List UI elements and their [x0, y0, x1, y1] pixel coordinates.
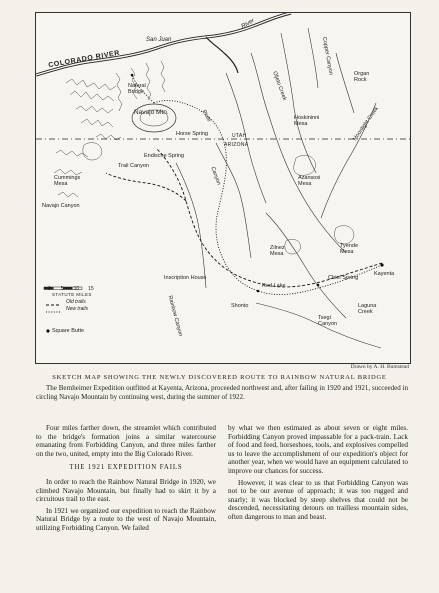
label-cummings-mesa: Cummings Mesa: [54, 175, 81, 187]
label-tsegi-canyon: Tsegi Canyon: [318, 315, 337, 327]
scale-title: STATUTE MILES: [52, 292, 92, 297]
map-legend: [42, 285, 94, 312]
old-trail: [156, 148, 382, 287]
label-colorado-river: COLORADO RIVER: [47, 49, 121, 70]
paragraph: by what we then estimated as about seven or eight miles. Forbidding Canyon proved impassable for a pack-train. Lack of food and feed, horseshoes, tools, and explosives compelled us to leave the accomplishment of our expedition's object for another year, when we would have an equipment calculated to improve our chances for success.: [228, 424, 408, 475]
label-kayenta: Kayenta: [374, 271, 395, 277]
paragraph: In 1921 we organized our expedition to reach the Rainbow Natural Bridge by a route to the west of Navajo Mountain, utilizing Forbidding Canyon. We failed: [36, 506, 216, 532]
label-horse-spring: Horse Spring: [176, 131, 209, 137]
label-piute: Piute: [200, 109, 213, 123]
new-trail: [154, 101, 382, 295]
label-navajo-mtn: Navajo Mtn.: [134, 109, 169, 116]
label-copper-canyon: Copper Canyon: [320, 36, 334, 76]
label-laguna-creek: Laguna Creek: [358, 303, 377, 315]
article-column-right: [228, 424, 408, 525]
label-chief-spring: Chief Spring: [328, 275, 359, 281]
paragraph: Four miles farther down, the streamlet which contributed to the bridge's formation joins a similar watercourse emanating from Forbidding Canyon, and three miles farther on the two, united, empty into the Big Colorado River.: [36, 424, 216, 458]
label-navajo-canyon: Navajo Canyon: [42, 203, 80, 209]
label-natural-bridge: Natural Bridge: [128, 83, 146, 95]
sketch-map: [35, 12, 411, 364]
label-red-lake: Red Lake: [262, 283, 286, 289]
scale-tick-10: 10: [73, 285, 80, 292]
label-arizona: ARIZONA: [224, 142, 249, 148]
label-tyende-mesa: Tyende Mesa: [340, 243, 359, 255]
label-moonlight-creek: Moonlight Creek: [352, 105, 380, 143]
scale-tick-0: 0: [48, 285, 51, 292]
legend-new-trails: New trails: [66, 305, 88, 312]
label-oljeto-creek: Oljeto Creek: [271, 70, 288, 102]
map-credit: Drawn by A. H. Bumstead: [350, 364, 409, 370]
label-inscription-house: Inscription House: [164, 275, 207, 281]
settlements: [46, 74, 383, 333]
label-trail-canyon: Trail Canyon: [118, 163, 149, 169]
section-heading: THE 1921 EXPEDITION FAILS: [69, 464, 183, 472]
paragraph: In order to reach the Rainbow Natural Bridge in 1920, we climbed Navajo Mountain, but finally had to skirt it by a circuitous trail to the east.: [36, 477, 216, 504]
label-organ-rock: Organ Rock: [354, 71, 370, 83]
label-hoskininni-mesa: Hoskininni Mesa: [294, 115, 320, 127]
caption-title: SKETCH MAP SHOWING THE NEWLY DISCOVERED ROUTE TO RAINBOW NATURAL BRIDGE: [52, 374, 387, 381]
scale-tick-5: 5: [60, 285, 64, 292]
label-san-juan: San Juan: [146, 37, 172, 43]
label-endische-spring: Endische Spring: [144, 153, 185, 159]
label-zilnez-mesa: Zilnez Mesa: [270, 245, 285, 257]
label-shonto: Shonto: [231, 303, 249, 309]
legend-old-trails: Old trails: [66, 298, 86, 305]
label-square-butte: Square Butte: [52, 328, 85, 334]
scale-tick-15: 15: [88, 285, 94, 292]
mesas: [83, 143, 354, 254]
label-utah: UTAH: [232, 133, 247, 139]
label-canyon: Canyon: [209, 166, 222, 186]
san-juan-river: [206, 37, 238, 73]
paragraph: However, it was clear to us that Forbidding Canyon was not to be our avenue of approach; it was too rugged and snarly; it was blocked by steep shelves that could not be descended, necessitating detours on trailless mountain sides, often dangerous to man and beast.: [228, 478, 408, 521]
label-azansosi-mesa: Azansosi Mesa: [298, 175, 321, 187]
caption-text: The Bernheimer Expedition outfitted at Kayenta, Arizona, proceeded northwest and, after failing in 1920 and 1921, succeeded in circling Navajo Mountain by continuing west, during the summer of 1922.: [36, 384, 408, 401]
article-column-left: [36, 424, 216, 536]
label-rainbow-canyon: Rainbow Canyon: [166, 294, 184, 338]
label-river: River: [240, 17, 256, 31]
